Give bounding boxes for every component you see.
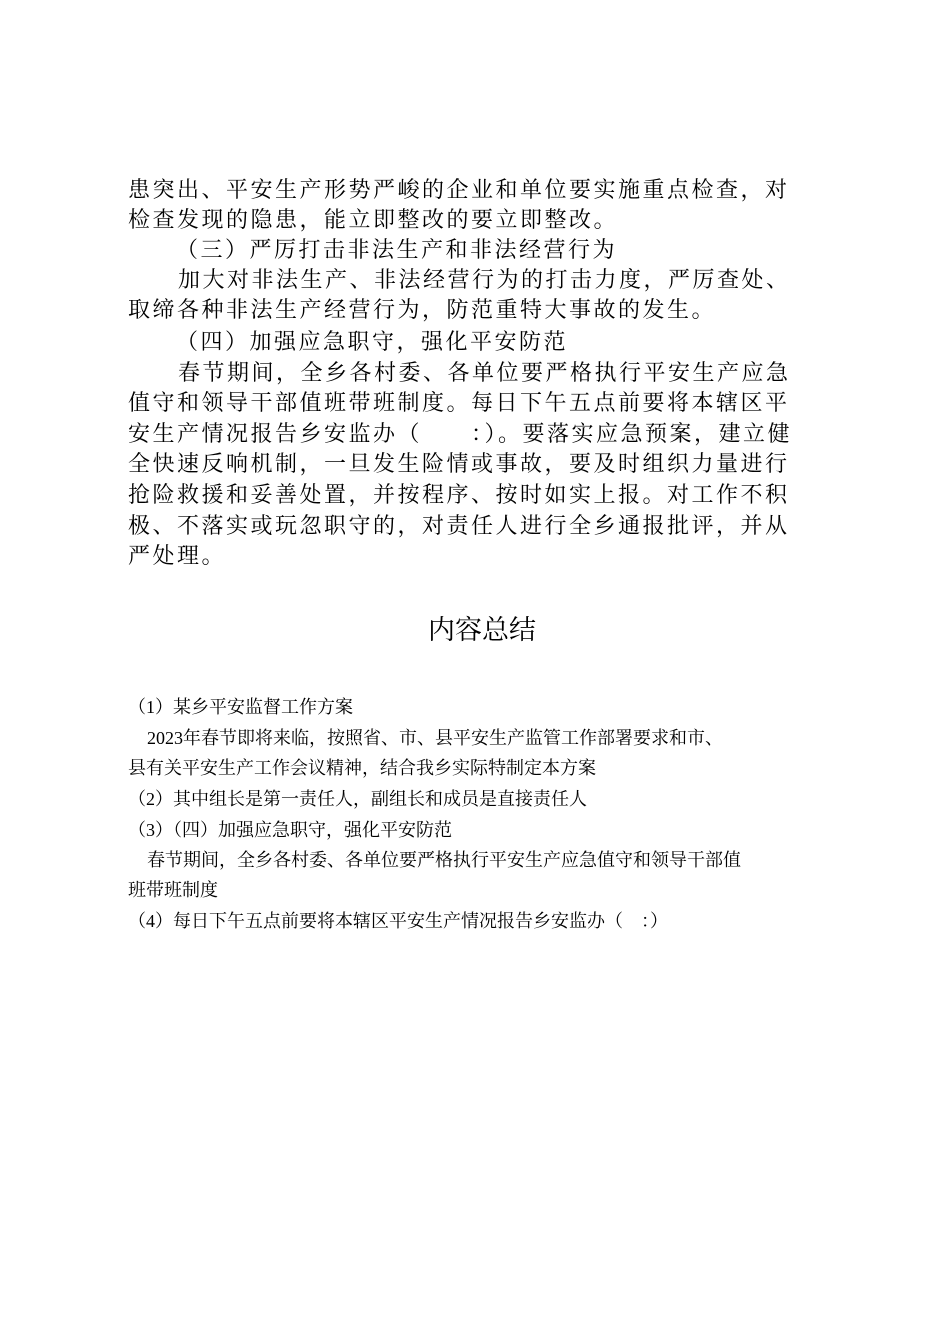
body-line: 全快速反响机制，一旦发生险情或事故，要及时组织力量进行 xyxy=(128,452,790,477)
body-line: 安生产情况报告乡安监办（ ：）。要落实应急预案，建立健 xyxy=(128,422,793,447)
body-line: 取缔各种非法生产经营行为，防范重特大事故的发生。 xyxy=(128,298,717,323)
body-line: 加大对非法生产、非法经营行为的打击力度，严厉查处、 xyxy=(178,268,791,293)
section-heading-4: （四）加强应急职守，强化平安防范 xyxy=(176,330,569,355)
summary-item-detail: 班带班制度 xyxy=(128,880,218,900)
summary-title: 内容总结 xyxy=(428,615,536,646)
summary-item: （2）其中组长是第一责任人，副组长和成员是直接责任人 xyxy=(128,789,587,809)
summary-item: （3）（四）加强应急职守，强化平安防范 xyxy=(128,820,452,840)
summary-item-detail: 县有关平安生产工作会议精神，结合我乡实际特制定本方案 xyxy=(128,758,596,778)
summary-item: （1）某乡平安监督工作方案 xyxy=(128,697,353,717)
body-line: 严处理。 xyxy=(128,544,227,569)
body-line: 患突出、平安生产形势严峻的企业和单位要实施重点检查，对 xyxy=(128,178,790,203)
summary-item-detail: 2023年春节即将来临，按照省、市、县平安生产监管工作部署要求和市、 xyxy=(147,728,723,748)
section-heading-3: （三）严厉打击非法生产和非法经营行为 xyxy=(176,238,618,263)
body-line: 值守和领导干部值班带班制度。每日下午五点前要将本辖区平 xyxy=(128,391,790,416)
summary-item-detail: 春节期间，全乡各村委、各单位要严格执行平安生产应急值守和领导干部值 xyxy=(147,850,741,870)
summary-item: （4）每日下午五点前要将本辖区平安生产情况报告乡安监办（ ：） xyxy=(128,911,668,931)
body-line: 检查发现的隐患，能立即整改的要立即整改。 xyxy=(128,208,619,233)
body-line: 极、不落实或玩忽职守的，对责任人进行全乡通报批评，并从 xyxy=(128,514,790,539)
body-line: 春节期间，全乡各村委、各单位要严格执行平安生产应急 xyxy=(178,361,791,386)
body-line: 抢险救援和妥善处置，并按程序、按时如实上报。对工作不积 xyxy=(128,483,790,508)
